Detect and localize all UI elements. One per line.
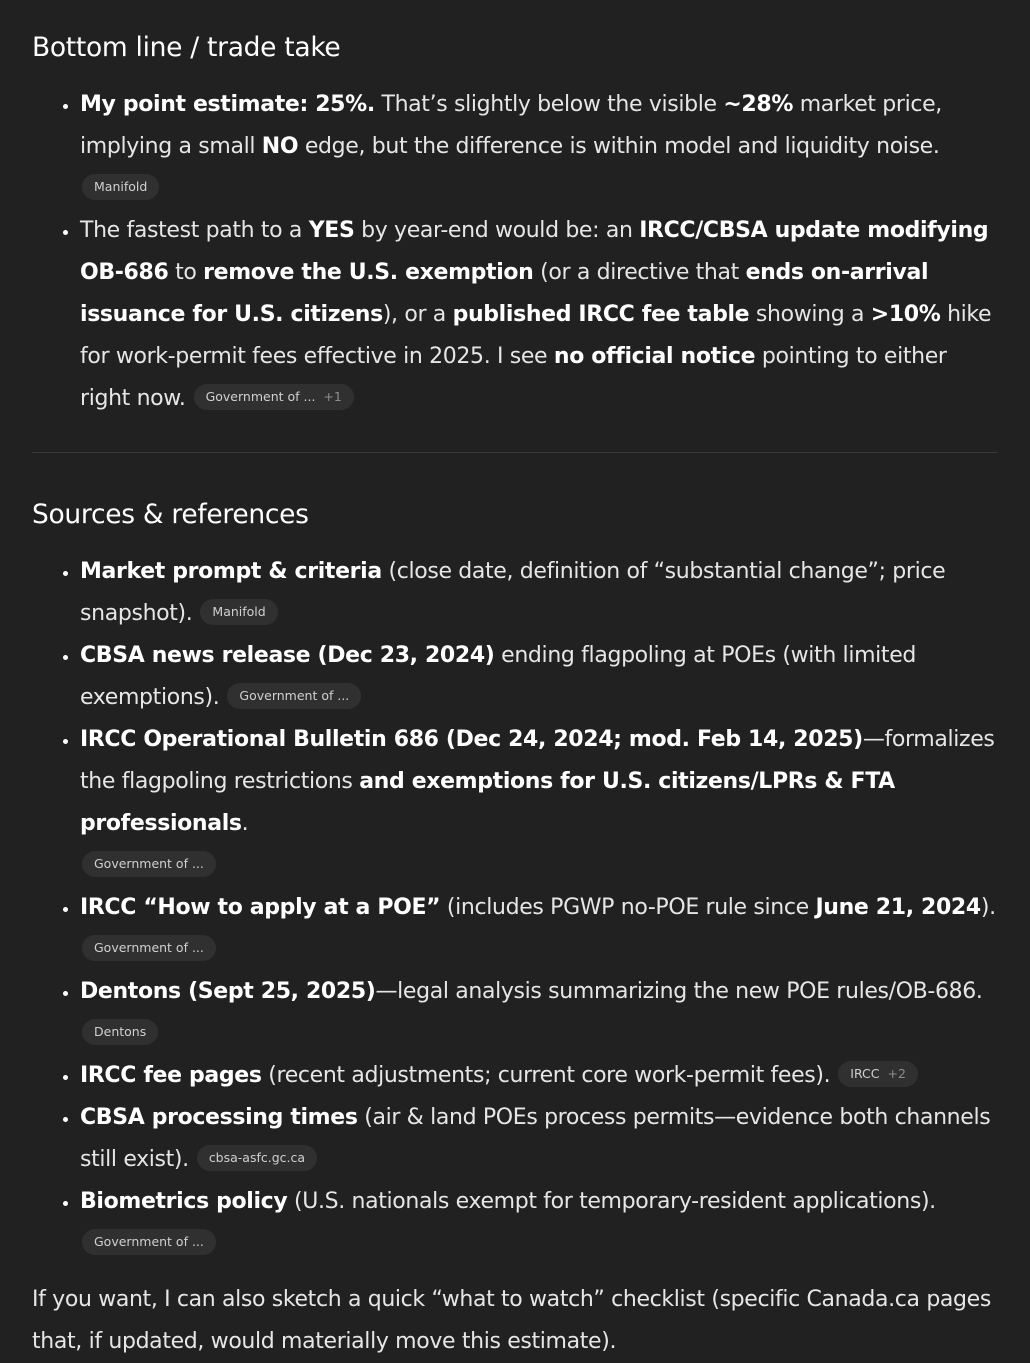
source-chip-row	[78, 929, 998, 971]
source-chip-label: Government of ...	[205, 389, 316, 404]
source-item	[80, 887, 998, 971]
section-divider	[32, 452, 998, 453]
closing-paragraph: If you want, I can also sketch a quick “what to watch” checklist (specific Canada.ca pages that, if updated, would materially move this estimate).	[32, 1287, 991, 1354]
bold-text: CBSA processing times	[80, 1105, 358, 1130]
bold-text: June 21, 2024	[815, 895, 981, 920]
body-text: market price, implying a small	[80, 92, 942, 159]
bold-text: Market prompt & criteria	[80, 559, 382, 584]
source-citation-chip[interactable]	[194, 384, 354, 410]
source-chip-row	[78, 845, 998, 887]
source-item	[80, 719, 998, 887]
source-chip-label: Government of ...	[94, 1234, 204, 1249]
bottom-line-list	[32, 84, 998, 420]
bold-text: ~28%	[723, 92, 794, 117]
source-chip-label: IRCC	[850, 1066, 880, 1081]
source-item	[80, 1181, 998, 1265]
body-text: That’s slightly below the visible	[374, 92, 724, 117]
bottom-line-item	[80, 84, 998, 210]
source-chip-label: cbsa-asfc.gc.ca	[208, 1150, 306, 1165]
source-chip-more-count: +1	[323, 389, 342, 404]
source-citation-chip[interactable]	[838, 1061, 918, 1087]
source-item	[80, 551, 998, 635]
bold-text: IRCC “How to apply at a POE”	[80, 895, 441, 920]
section-heading-sources: Sources & references	[32, 499, 309, 530]
bold-text: My point estimate: 25%.	[80, 92, 375, 117]
source-chip-row	[78, 1013, 998, 1055]
source-chip-row	[78, 1223, 998, 1265]
bold-text: IRCC/CBSA update modifying OB-686	[80, 218, 989, 285]
source-citation-chip[interactable]	[82, 1229, 216, 1255]
bold-text: remove the U.S. exemption	[203, 260, 534, 285]
bold-text: and exemptions for U.S. citizens/LPRs & FTA professionals	[80, 769, 895, 836]
source-citation-chip[interactable]	[82, 851, 216, 877]
bold-text: YES	[308, 218, 355, 243]
body-text: pointing to either right now.	[80, 344, 947, 411]
bottom-line-item	[80, 210, 998, 420]
source-chip-label: Government of ...	[94, 856, 204, 871]
bold-text: >10%	[870, 302, 941, 327]
bold-text: CBSA news release (Dec 23, 2024)	[80, 643, 495, 668]
source-chip-row	[78, 168, 998, 210]
body-text: .	[241, 811, 249, 836]
body-text: —formalizes the flagpoling restrictions	[80, 727, 995, 794]
source-citation-chip[interactable]	[82, 1019, 158, 1045]
source-item	[80, 635, 998, 719]
bold-text: ends on-arrival issuance for U.S. citizens	[80, 260, 929, 327]
body-text: (includes PGWP no-POE rule since	[440, 895, 816, 920]
source-citation-chip[interactable]	[200, 599, 277, 625]
bold-text: Dentons (Sept 25, 2025)	[80, 979, 376, 1004]
source-citation-chip[interactable]	[82, 174, 159, 200]
body-text: —legal analysis summarizing the new POE rules/OB-686.	[375, 979, 983, 1004]
source-chip-more-count: +2	[887, 1066, 906, 1081]
source-chip-label: Manifold	[94, 179, 148, 194]
body-text: ).	[980, 895, 996, 920]
bold-text: NO	[261, 134, 299, 159]
source-item	[80, 1097, 998, 1181]
source-chip-label: Government of ...	[94, 940, 204, 955]
body-text: (recent adjustments; current core work-permit fees).	[261, 1063, 831, 1088]
source-item	[80, 1055, 998, 1097]
source-chip-label: Dentons	[94, 1024, 147, 1039]
body-text: The fastest path to a	[80, 218, 309, 243]
bold-text: IRCC Operational Bulletin 686 (Dec 24, 2024; mod. Feb 14, 2025)	[80, 727, 863, 752]
body-text: (U.S. nationals exempt for temporary-resident applications).	[287, 1189, 936, 1214]
body-text: ending flagpoling at POEs (with limited exemptions).	[80, 643, 917, 710]
section-heading-bottom-line: Bottom line / trade take	[32, 32, 341, 63]
bold-text: Biometrics policy	[80, 1189, 288, 1214]
body-text: showing a	[749, 302, 871, 327]
body-text: ), or a	[382, 302, 453, 327]
source-citation-chip[interactable]	[227, 683, 361, 709]
source-chip-label: Manifold	[212, 604, 266, 619]
body-text: (or a directive that	[533, 260, 746, 285]
body-text: (air & land POEs process permits—evidence both channels still exist).	[80, 1105, 991, 1172]
bold-text: IRCC fee pages	[80, 1063, 262, 1088]
body-text: edge, but the difference is within model and liquidity noise.	[298, 134, 940, 159]
source-citation-chip[interactable]	[197, 1145, 317, 1171]
body-text: to	[168, 260, 204, 285]
source-chip-label: Government of ...	[239, 688, 350, 703]
source-item	[80, 971, 998, 1055]
body-text: (close date, definition of “substantial change”; price snapshot).	[80, 559, 946, 626]
bold-text: published IRCC fee table	[452, 302, 750, 327]
body-text: hike for work-permit fees effective in 2025. I see	[80, 302, 992, 369]
body-text: by year-end would be: an	[354, 218, 640, 243]
source-citation-chip[interactable]	[82, 935, 216, 961]
bold-text: no official notice	[553, 344, 756, 369]
sources-list	[32, 551, 998, 1265]
